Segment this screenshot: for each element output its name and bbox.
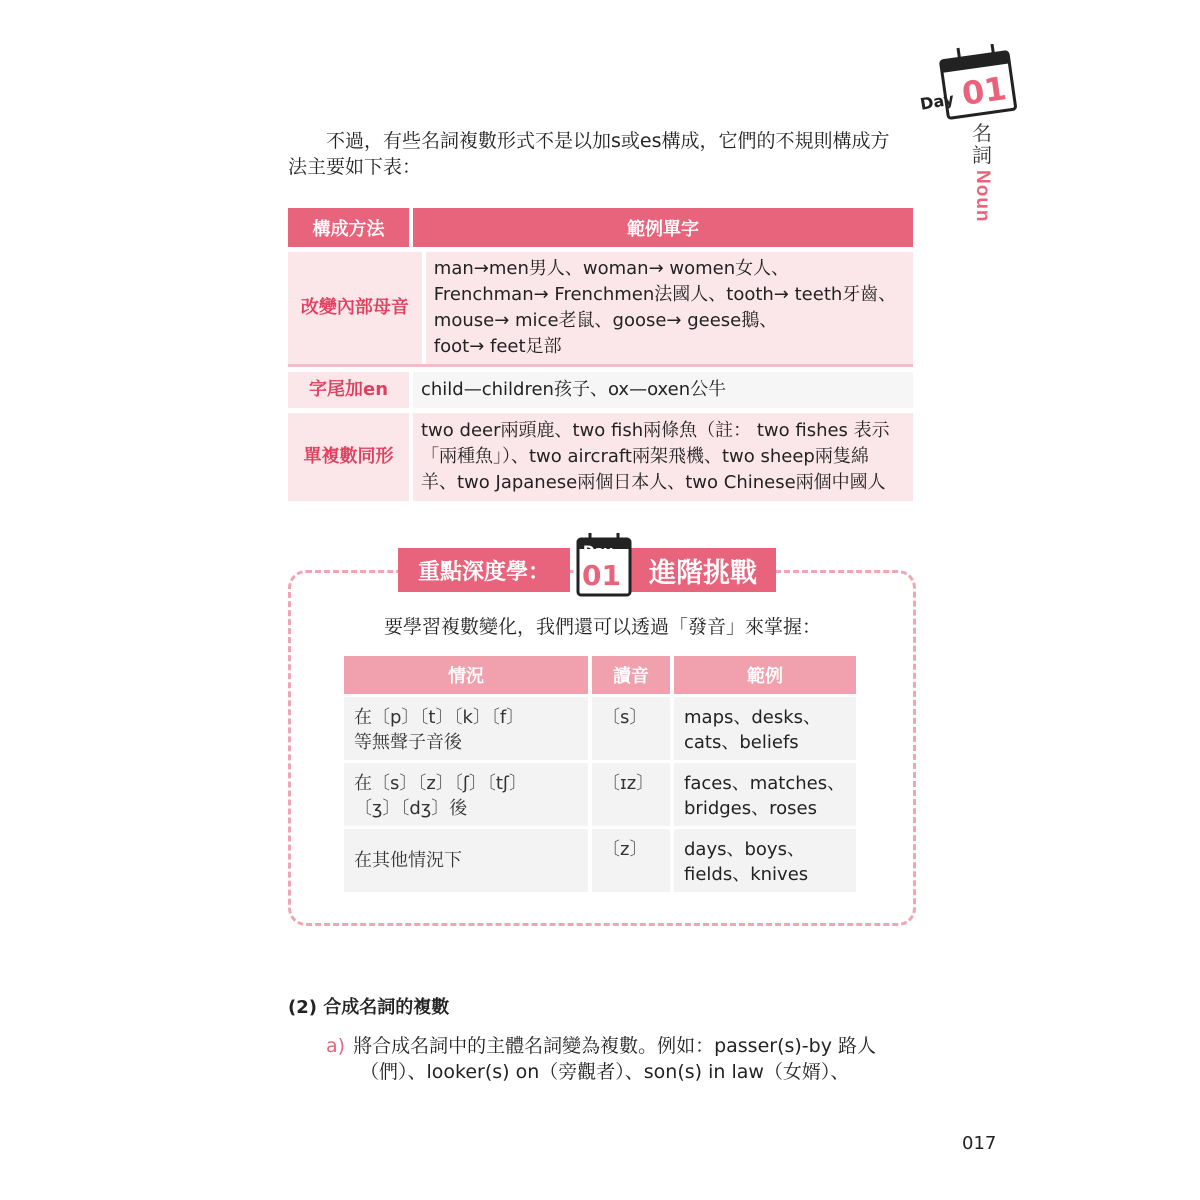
row-method: 改變內部母音 bbox=[288, 252, 422, 364]
intro-paragraph bbox=[288, 128, 918, 180]
cell-situation bbox=[344, 829, 588, 892]
chapter-side-label bbox=[962, 122, 1002, 227]
header-situation: 情況 bbox=[344, 656, 588, 694]
table-row bbox=[344, 829, 856, 892]
table-header bbox=[344, 656, 856, 694]
side-label-en: Noun bbox=[972, 170, 993, 223]
example-line: man→men男人、woman→ women女人、 bbox=[433, 258, 790, 279]
situation-line: 在其他情況下 bbox=[354, 850, 462, 871]
banner-right-label: 進階挑戰 bbox=[630, 548, 776, 592]
situation-line: 在〔p〕〔t〕〔k〕〔f〕 bbox=[354, 707, 525, 728]
row-method: 單複數同形 bbox=[288, 413, 409, 501]
cell-sound: 〔s〕 bbox=[592, 697, 670, 760]
section-item-a bbox=[326, 1033, 926, 1085]
irregular-plural-table bbox=[288, 208, 913, 501]
table-row bbox=[288, 252, 913, 367]
row-examples bbox=[413, 413, 913, 501]
example-line: mouse→ mice老鼠、goose→ geese鵝、 bbox=[433, 310, 778, 331]
intro-line-1: 不過，有些名詞複數形式不是以加s或es構成，它們的不規則構成方 bbox=[326, 130, 890, 152]
side-label-char-1: 名 bbox=[972, 121, 992, 145]
example-line: two deer兩頭鹿、two fish兩條魚（註： two fishes 表示 bbox=[421, 420, 890, 441]
advanced-intro: 要學習複數變化，我們還可以透過「發音」來掌握： bbox=[384, 616, 822, 638]
badge-day-word: Day bbox=[918, 89, 956, 114]
row-method: 字尾加en bbox=[288, 372, 409, 408]
row-examples bbox=[426, 252, 913, 364]
situation-line: 〔ʒ〕〔dʒ〕後 bbox=[354, 798, 468, 819]
header-method: 構成方法 bbox=[288, 208, 409, 247]
situation-line: 在〔s〕〔z〕〔ʃ〕〔tʃ〕 bbox=[354, 773, 527, 794]
cell-examples bbox=[674, 697, 856, 760]
intro-line-2: 法主要如下表： bbox=[288, 156, 422, 178]
example-line: days、boys、 bbox=[684, 839, 805, 860]
side-label-char-2: 詞 bbox=[972, 143, 992, 167]
advanced-day-badge bbox=[574, 531, 634, 597]
cell-situation bbox=[344, 697, 588, 760]
cell-examples bbox=[674, 829, 856, 892]
day-badge bbox=[918, 44, 1018, 120]
item-line-1: 將合成名詞中的主體名詞變為複數。例如：passer(s)-by 路人 bbox=[353, 1035, 876, 1057]
badge-day-number: 01 bbox=[959, 69, 1009, 113]
table-header bbox=[288, 208, 913, 247]
example-line: maps、desks、 bbox=[684, 707, 822, 728]
cell-situation bbox=[344, 763, 588, 826]
cell-sound: 〔ɪz〕 bbox=[592, 763, 670, 826]
example-line: cats、beliefs bbox=[684, 732, 799, 753]
banner-left-label: 重點深度學： bbox=[398, 548, 570, 592]
section-heading: (2) 合成名詞的複數 bbox=[288, 997, 450, 1018]
example-line: 羊、two Japanese兩個日本人、two Chinese兩個中國人 bbox=[421, 472, 886, 493]
situation-line: 等無聲子音後 bbox=[354, 732, 462, 753]
example-line: foot→ feet足部 bbox=[433, 336, 562, 357]
example-line: bridges、roses bbox=[684, 798, 817, 819]
item-line-2: （們）、looker(s) on（旁觀者）、son(s) in law（女婿）、 bbox=[360, 1061, 850, 1083]
table-row bbox=[288, 413, 913, 501]
adv-day-number: 01 bbox=[582, 559, 621, 592]
table-row bbox=[344, 697, 856, 760]
cell-examples bbox=[674, 763, 856, 826]
item-tag: a) bbox=[326, 1035, 346, 1057]
row-examples bbox=[413, 372, 913, 408]
cell-sound: 〔z〕 bbox=[592, 829, 670, 892]
table-row bbox=[288, 372, 913, 408]
example-line: 「兩種魚」）、two aircraft兩架飛機、two sheep兩隻綿 bbox=[421, 446, 869, 467]
header-sound: 讀音 bbox=[592, 656, 670, 694]
example-line: Frenchman→ Frenchmen法國人、tooth→ teeth牙齒、 bbox=[433, 284, 897, 305]
header-examples: 範例 bbox=[674, 656, 856, 694]
header-examples: 範例單字 bbox=[413, 208, 913, 247]
table-row bbox=[344, 763, 856, 826]
page-number: 017 bbox=[962, 1133, 997, 1154]
example-line: faces、matches、 bbox=[684, 773, 846, 794]
example-line: fields、knives bbox=[684, 864, 809, 885]
example-line: child—children孩子、ox—oxen公牛 bbox=[421, 379, 727, 400]
pronunciation-table bbox=[344, 656, 856, 892]
adv-day-word: Day bbox=[583, 544, 613, 560]
